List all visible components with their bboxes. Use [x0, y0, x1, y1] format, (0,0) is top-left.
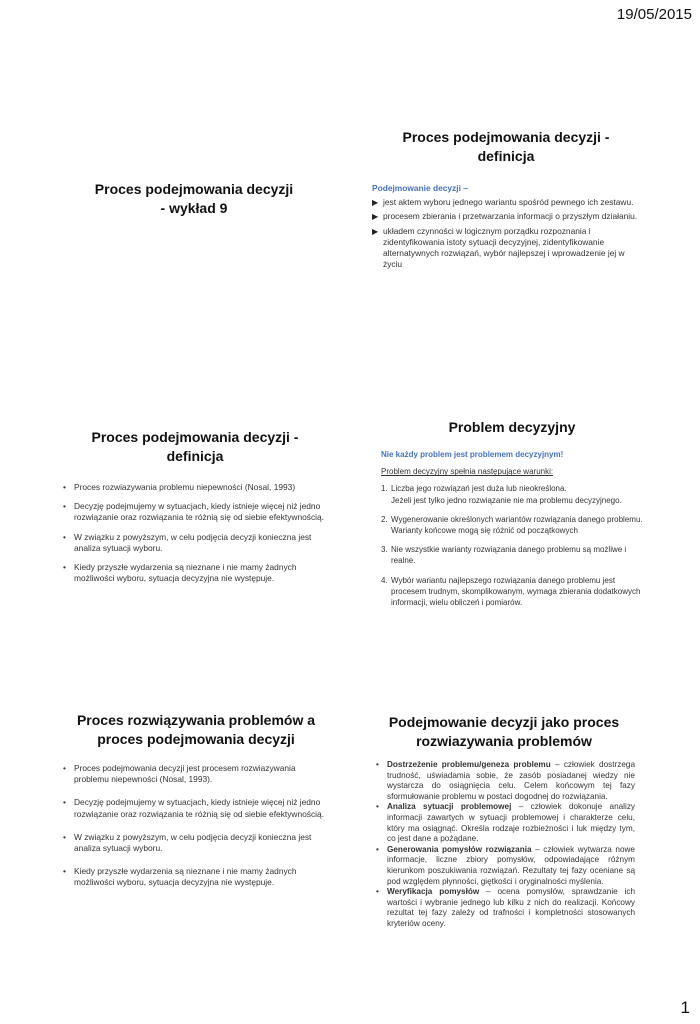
slide-4 — [381, 418, 643, 616]
list-item: • Decyzję podejmujemy w sytuacjach, kiedy istnieje więcej niż jedno rozwiązanie oraz rozwiązania te różnią się od siebie efektywnością. — [74, 501, 330, 523]
list-item: • Decyzję podejmujemy w sytuacjach, kiedy istnieje więcej niż jedno rozwiązanie oraz rozwiązania te różnią się od siebie efektywnością. — [74, 797, 332, 819]
slide-4-subtitle: Problem decyzyjny spełnia następujące warunki: — [381, 467, 554, 477]
list-item: • Proces podejmowania decyzji jest procesem rozwiazywania problemu niepewności (Nosal, 1993). — [74, 763, 332, 785]
list-item: • Analiza sytuacji problemowej – człowiek dokonuje analizy informacji zawartych w sytuacji problemowej i charakterze celu, który ma osiągnąć. Określa rodzaje rozbieżności i luk między tym, co jest dane a pożądane. — [387, 802, 635, 844]
list-item: • Weryfikacja pomysłów – ocena pomysłów, sprawdzanie ich wartości i wybranie jednego lub kilku z nich do realizacji. Końcowy rezultat tej fazy zależy od trafności i kompletności stosowanych kryteriów oceny. — [387, 887, 635, 929]
list-item: 1. Liczba jego rozwiązań jest duża lub nieokreślona. Jeżeli jest tylko jedno rozwiązanie nie ma problemu decyzyjnego. — [381, 484, 622, 505]
list-item: • W związku z powyższym, w celu podjęcia decyzji konieczna jest analiza sytuacji wyboru. — [74, 532, 330, 554]
list-item: • Dostrzeżenie problemu/geneza problemu – człowiek dostrzega trudność, uświadamia sobie, że zasób posiadanej wiedzy nie wystarcza do osiągnięcia celu. Celem końcowym tej fazy sformułowanie problemu w postaci dogodnej do rozwiązania. — [387, 760, 635, 802]
list-item: ▶ jest aktem wyboru jednego wariantu spośród pewnego ich zestawu. — [383, 197, 640, 208]
list-item: • Kiedy przyszłe wydarzenia są nieznane i nie mamy żadnych możliwości wyboru, sytuacja decyzyjna nie występuje. — [74, 866, 332, 888]
list-item: • Proces rozwiazywania problemu niepewności (Nosal, 1993) — [74, 482, 330, 493]
slide-3-title: Proces podejmowania decyzji - definicja — [91, 429, 299, 464]
date-stamp: 19/05/2015 — [616, 6, 692, 23]
slide-5 — [60, 711, 332, 897]
slide-1-title: Proces podejmowania decyzji - wykład 9 — [94, 181, 294, 216]
slide-1 — [44, 180, 344, 218]
list-item: • Kiedy przyszłe wydarzenia są nieznane i nie mamy żadnych możliwości wyboru, sytuacja decyzyjna nie występuje. — [74, 562, 330, 584]
list-item: ▶ procesem zbierania i przetwarzania informacji o przyszłym działaniu. — [383, 211, 640, 222]
list-item: ▶ układem czynności w logicznym porządku rozpoznania i zidentyfikowania istoty sytuacji decyzyjnej, zidentyfikowanie alternatywnych rozwiązań, wybór najlepszej i wprowadzenie jej w życiu — [383, 226, 640, 271]
list-item: 4. Wybór wariantu najlepszego rozwiązania danego problemu jest procesem trudnym, skomplikowanym, wymaga zbierania dodatkowych informacji, wielu obliczeń i pomiarów. — [381, 575, 641, 608]
slide-4-title: Problem decyzyjny — [448, 419, 576, 435]
page-number: 1 — [680, 998, 690, 1017]
slide-6-title: Podejmowanie decyzji jako proces rozwiazywania problemów — [388, 714, 620, 749]
list-item: • Generowania pomysłów rozwiązania – człowiek wytwarza nowe informacje, liczne zbiory pomysłów, odpowiadające różnym kierunkom poszukiwania rozwiązań. Rezultaty tej fazy oceniane są pod względem płynności, giętkości i oryginalności myślenia. — [387, 845, 635, 887]
slide-2 — [372, 128, 640, 273]
slide-4-lead: Nie każdy problem jest problemem decyzyjnym! — [381, 450, 564, 459]
slide-2-lead: Podejmowanie decyzji – — [372, 183, 468, 193]
list-item: 2. Wygenerowanie określonych wariantów rozwiązania danego problemu. Warianty końcowe mogą się różnić od początkowych — [381, 514, 643, 536]
slide-6 — [373, 713, 635, 930]
slide-5-title: Proces rozwiązywania problemów a proces podejmowania decyzji — [76, 712, 316, 747]
slide-3 — [60, 428, 330, 592]
slide-2-title: Proces podejmowania decyzji - definicja — [402, 129, 610, 164]
list-item: 3. Nie wszystkie warianty rozwiązania danego problemu są możliwe i realne. — [381, 545, 627, 566]
list-item: • W związku z powyższym, w celu podjęcia decyzji konieczna jest analiza sytuacji wyboru. — [74, 832, 332, 854]
